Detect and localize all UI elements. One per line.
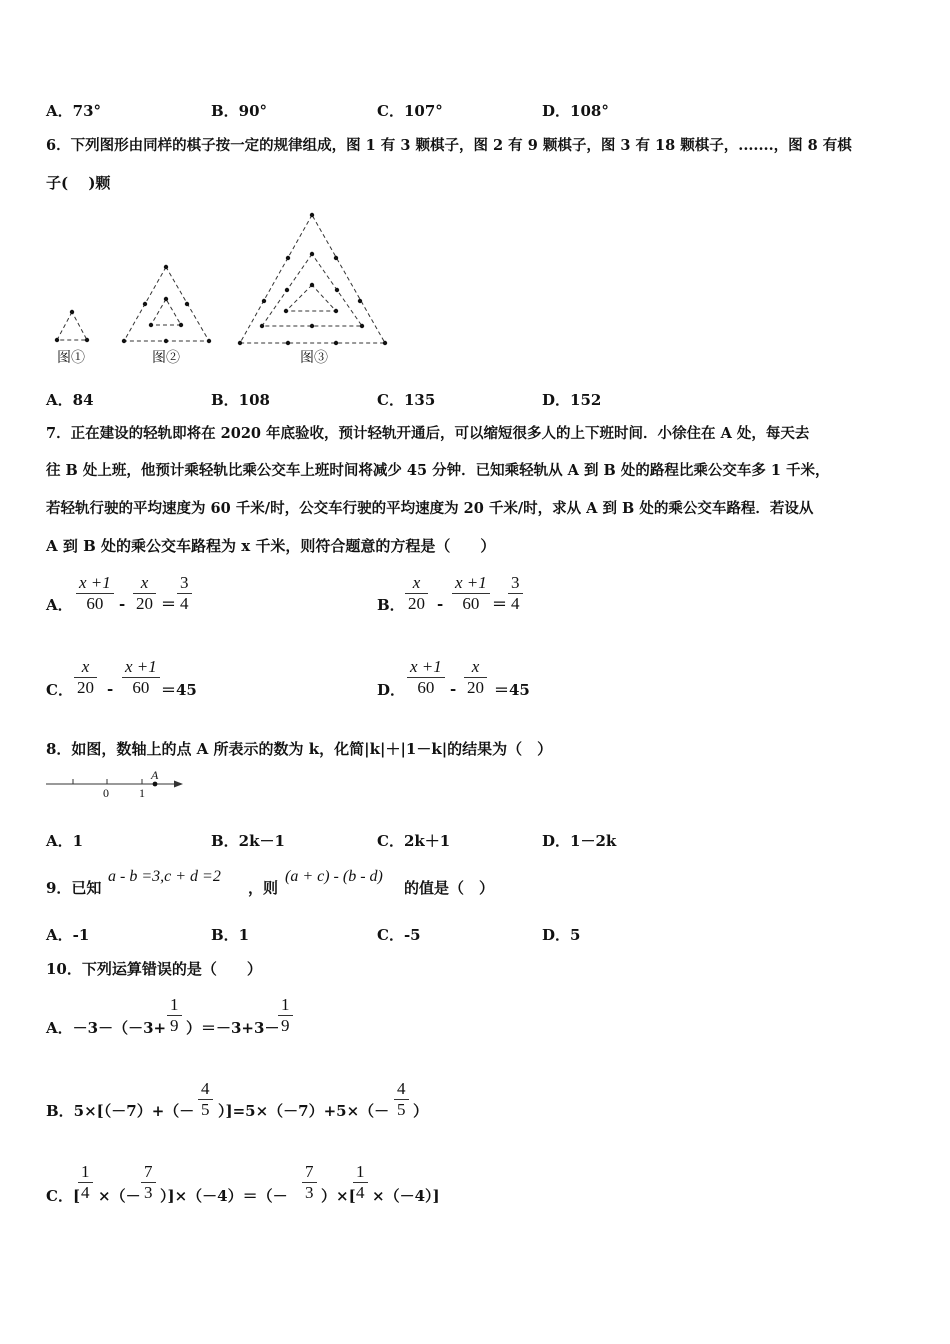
- q7-option-b-label: B．: [377, 596, 405, 614]
- q10-a-part2: ）＝－3+3－: [186, 1019, 280, 1037]
- q10-c-part4: ）×[: [321, 1187, 356, 1205]
- q9-expression: (a + c) - (b - d): [285, 868, 383, 885]
- q7-d-frac1: $\frac{x +1}{60}$: [407, 657, 445, 698]
- q7-a-frac2: $\frac{x}{20}$: [133, 573, 156, 614]
- q10-c-frac1: $\frac{1}{4}$: [78, 1162, 93, 1203]
- q7-d-minus: -: [450, 680, 457, 698]
- q9-condition: a - b =3,c + d =2: [108, 868, 221, 885]
- q7-b-minus: -: [437, 595, 444, 613]
- q6-figure: [40, 205, 400, 370]
- q8-option-a: A．1: [46, 832, 84, 850]
- q10-b-frac1: $\frac{4}{5}$: [198, 1079, 213, 1120]
- q5-option-a: A．73°: [46, 102, 102, 120]
- q9-option-c: C．-5: [377, 926, 421, 944]
- axis-label-zero: 0: [103, 786, 109, 800]
- q6-option-b: B．108: [211, 391, 270, 409]
- q9-mid: ，则: [248, 879, 279, 897]
- q9-suffix: 的值是（ ）: [404, 879, 495, 897]
- q9-prefix: 9．已知: [46, 879, 102, 897]
- q7-c-rhs: ＝45: [161, 681, 197, 699]
- q7-option-d-label: D．: [377, 681, 406, 699]
- q7-c-minus: -: [107, 680, 114, 698]
- q10-c-part5: ×（－4）]: [372, 1187, 440, 1205]
- q8-option-c: C．2k＋1: [377, 832, 451, 850]
- q7-stem-line1: 7．正在建设的轻轨即将在 2020 年底验收，预计轻轨开通后，可以缩短很多人的上下班时间．小徐住在 A 处，每天去: [46, 425, 810, 442]
- q5-option-c: C．107°: [377, 102, 443, 120]
- q10-a-frac1: $\frac{1}{9}$: [167, 995, 182, 1036]
- q7-option-c-label: C．: [46, 681, 73, 699]
- q7-b-equals: ＝: [492, 595, 508, 613]
- q7-b-frac3: $\frac{3}{4}$: [508, 573, 523, 614]
- q5-option-d: D．108°: [542, 102, 609, 120]
- q7-c-frac1: $\frac{x}{20}$: [74, 657, 97, 698]
- q10-stem: 10．下列运算错误的是（ ）: [46, 960, 262, 978]
- q10-b-frac2: $\frac{4}{5}$: [394, 1079, 409, 1120]
- q10-a-frac2: $\frac{1}{9}$: [278, 995, 293, 1036]
- q7-b-frac2: $\frac{x +1}{60}$: [452, 573, 490, 614]
- q7-stem-line4: A 到 B 处的乘公交车路程为 x 千米，则符合题意的方程是（ ）: [46, 537, 496, 555]
- q9-option-b: B．1: [211, 926, 250, 944]
- q6-option-c: C．135: [377, 391, 436, 409]
- q10-c-part3: ）]×（－4）＝（－: [160, 1187, 288, 1205]
- q7-option-a-label: A．: [46, 596, 73, 614]
- q7-c-frac2: $\frac{x +1}{60}$: [122, 657, 160, 698]
- number-line-figure: [40, 764, 190, 800]
- q10-b-part3: ）: [413, 1102, 429, 1120]
- q8-stem: 8．如图，数轴上的点 A 所表示的数为 k，化简|k|＋|1－k|的结果为（ ）: [46, 740, 553, 758]
- q7-d-frac2: $\frac{x}{20}$: [464, 657, 487, 698]
- q10-c-part1: C．[: [46, 1187, 81, 1205]
- q6-fig3-caption: 图③: [300, 351, 328, 366]
- q8-option-d: D．1－2k: [542, 832, 617, 850]
- q7-b-frac1: $\frac{x}{20}$: [405, 573, 428, 614]
- q9-option-d: D．5: [542, 926, 581, 944]
- q6-option-a: A．84: [46, 391, 94, 409]
- q10-c-frac3: $\frac{7}{3}$: [302, 1162, 317, 1203]
- q6-fig2-caption: 图②: [152, 351, 180, 366]
- q6-stem-line2: 子( )颗: [46, 174, 111, 192]
- q7-d-rhs: ＝45: [494, 681, 530, 699]
- q6-stem-line1: 6．下列图形由同样的棋子按一定的规律组成，图 1 有 3 颗棋子，图 2 有 9 颗棋子，图 3 有 18 颗棋子，.......，图 8 有棋: [46, 137, 852, 154]
- q7-a-equals: ＝: [161, 595, 177, 613]
- q10-c-part2: ×（－: [98, 1187, 141, 1205]
- q7-a-frac3: $\frac{3}{4}$: [177, 573, 192, 614]
- q10-a-part1: A．－3－（－3+: [46, 1019, 167, 1037]
- axis-label-one: 1: [139, 786, 145, 800]
- q9-option-a: A．-1: [46, 926, 90, 944]
- q7-stem-line3: 若轻轨行驶的平均速度为 60 千米/时，公交车行驶的平均速度为 20 千米/时，求从 A 到 B 处的乘公交车路程．若设从: [46, 500, 814, 517]
- q8-option-b: B．2k－1: [211, 832, 285, 850]
- q10-c-frac2: $\frac{7}{3}$: [141, 1162, 156, 1203]
- q10-b-part2: ）]=5×（－7）+5×（－: [218, 1102, 390, 1120]
- q7-stem-line2: 往 B 处上班，他预计乘轻轨比乘公交车上班时间将减少 45 分钟．已知乘轻轨从 A 到 B 处的路程比乘公交车多 1 千米，: [46, 462, 830, 479]
- q10-b-part1: B．5×[（－7）+（－: [46, 1102, 195, 1120]
- q7-a-frac1: $\frac{x +1}{60}$: [76, 573, 114, 614]
- point-a-label: A: [151, 768, 159, 782]
- q10-c-frac4: $\frac{1}{4}$: [353, 1162, 368, 1203]
- q7-a-minus: -: [119, 595, 126, 613]
- q5-option-b: B．90°: [211, 102, 268, 120]
- q6-option-d: D．152: [542, 391, 602, 409]
- q6-fig1-caption: 图①: [57, 351, 85, 366]
